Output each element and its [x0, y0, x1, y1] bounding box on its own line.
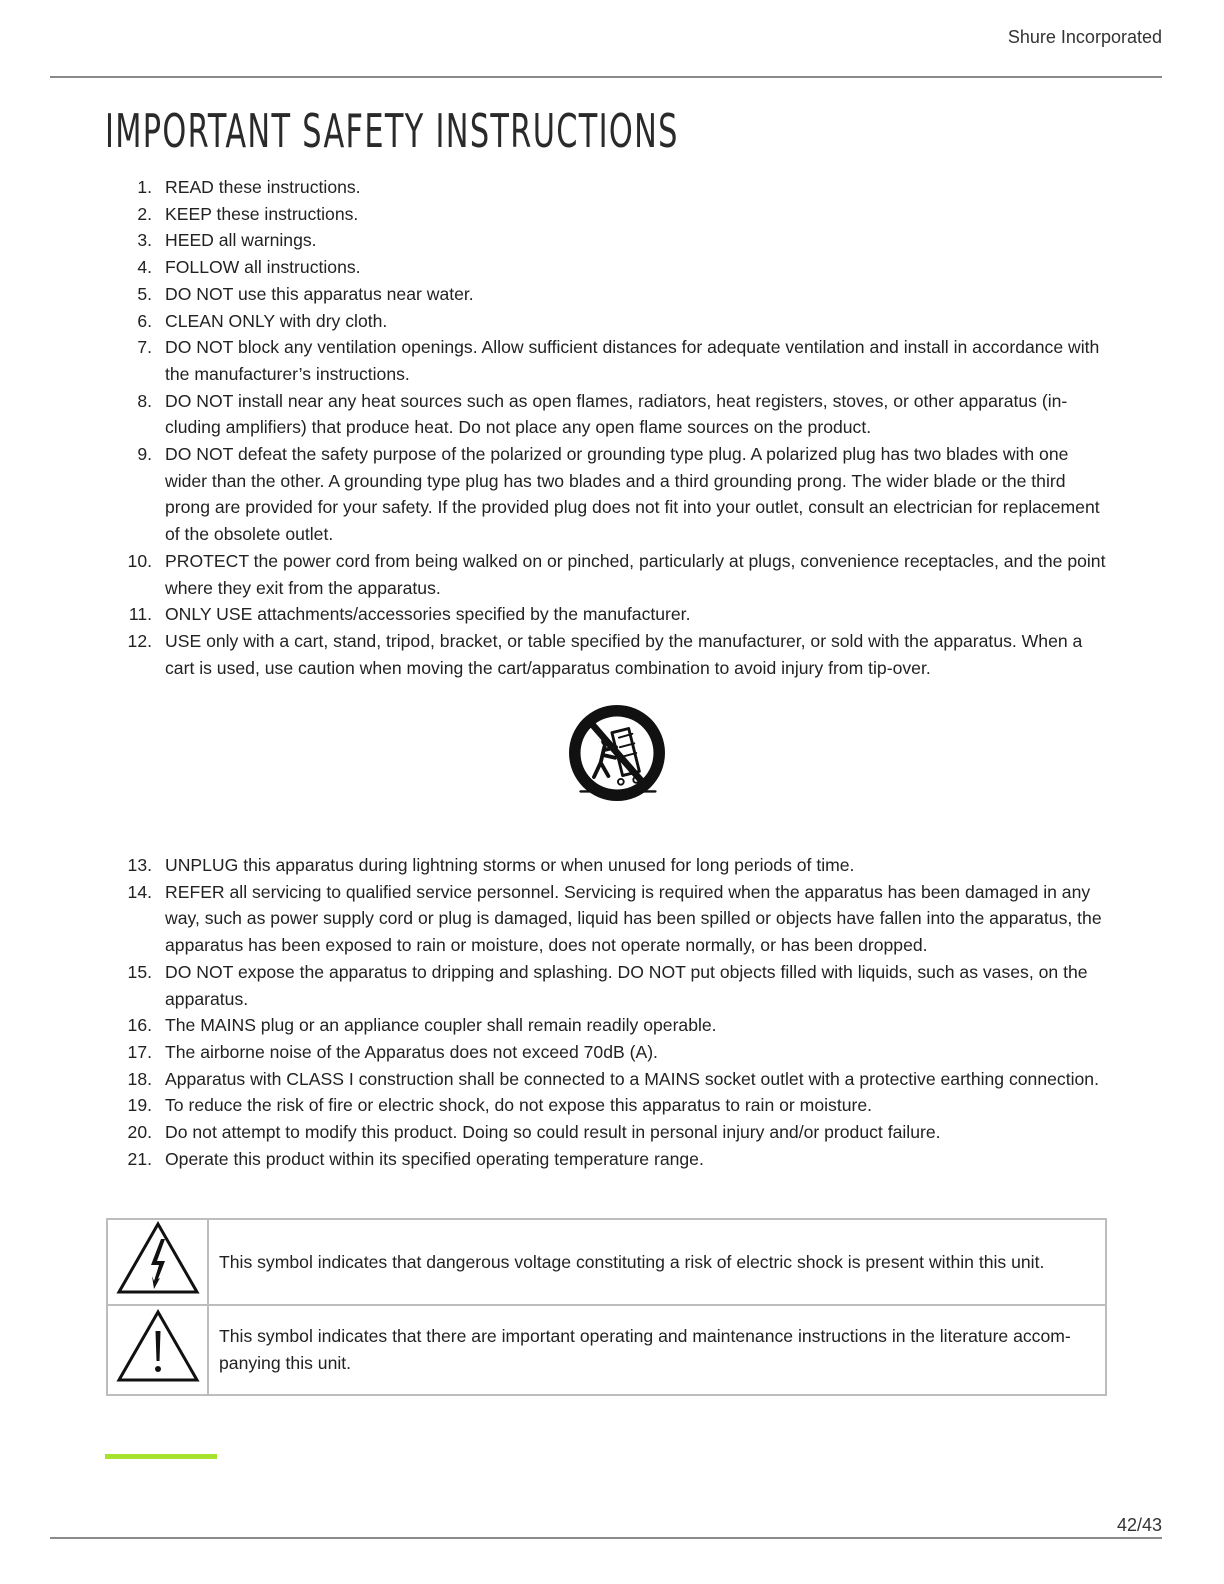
item-text: DO NOT defeat the safety purpose of the polarized or grounding type plug. A polarized plug has two blades with one wider than the other. A grounding type plug has two blades and a third grounding prong. The wider blade or the third prong are provided for your safety. If the provided plug does not fit into your outlet, consult an electrician for replacement of the obsolete outlet.	[165, 444, 1100, 545]
item-text: HEED all warnings.	[165, 230, 317, 251]
item-text: Operate this product within its specified operating temperature range.	[165, 1148, 704, 1169]
item-text: PROTECT the power cord from being walked on or pinched, particularly at plugs, convenience receptacles, and the point where they exit from the apparatus.	[165, 550, 1106, 598]
list-item	[0, 1012, 1110, 1039]
item-number: 9.	[137, 444, 152, 465]
list-item	[0, 1066, 1110, 1093]
list-item	[0, 441, 1110, 548]
item-number: 14.	[127, 881, 152, 902]
item-number: 2.	[137, 203, 152, 224]
page-number: 42/43	[1116, 1515, 1162, 1535]
list-item	[0, 201, 1110, 228]
item-number: 10.	[127, 550, 152, 571]
instruction-list-continued	[0, 852, 1110, 1172]
list-item	[0, 308, 1110, 335]
accent-bar	[105, 1454, 217, 1459]
list-item	[0, 1092, 1110, 1119]
item-text: REFER all servicing to qualified service personnel. Servicing is required when the apparatus has been damaged in any way, such as power supply cord or plug is damaged, liquid has been spilled or objects have fallen into the apparatus, the apparatus has been exposed to rain or moisture, does not operate normally, or has been dropped.	[165, 881, 1102, 956]
item-text: READ these instructions.	[165, 177, 361, 197]
item-number: 4.	[137, 257, 152, 278]
list-item	[0, 959, 1110, 1012]
list-item	[0, 281, 1110, 308]
list-item	[0, 334, 1110, 387]
item-text: DO NOT expose the apparatus to dripping and splashing. DO NOT put objects filled with liquids, such as vases, on the apparatus.	[165, 961, 1088, 1009]
list-item	[0, 1146, 1110, 1173]
cart-tip-over-warning-icon	[569, 705, 665, 801]
item-number: 15.	[127, 961, 152, 982]
item-text: UNPLUG this apparatus during lightning storms or when unused for long periods of time.	[165, 855, 855, 875]
item-text: KEEP these instructions.	[165, 203, 359, 224]
item-number: 1.	[137, 177, 152, 197]
instruction-list	[0, 174, 1110, 681]
header-divider	[50, 76, 1162, 78]
item-number: 5.	[137, 283, 152, 304]
item-text: Apparatus with CLASS I construction shall be connected to a MAINS socket outlet with a protective earthing connection.	[165, 1068, 1099, 1089]
list-item	[0, 174, 1110, 201]
company-name: Shure Incorporated	[1007, 27, 1162, 47]
electric-shock-warning-icon	[116, 1221, 200, 1295]
item-number: 19.	[127, 1095, 152, 1116]
item-text: The airborne noise of the Apparatus does not exceed 70dB (A).	[165, 1041, 658, 1062]
item-text: ONLY USE attachments/accessories specified by the manufacturer.	[165, 604, 691, 625]
item-number: 12.	[127, 630, 152, 651]
list-item	[0, 227, 1110, 254]
list-item	[0, 852, 1110, 879]
symbol-cell	[107, 1219, 208, 1305]
footer-divider	[50, 1537, 1162, 1539]
list-item	[0, 388, 1110, 441]
item-text: DO NOT install near any heat sources such as open flames, radiators, heat registers, stoves, or other apparatus (including amplifiers) that produce heat. Do not place any open flame sources on the product.	[165, 390, 1068, 438]
list-item	[0, 879, 1110, 959]
list-item	[0, 628, 1110, 681]
symbol-cell	[107, 1305, 208, 1395]
list-item	[0, 548, 1110, 601]
list-item	[0, 254, 1110, 281]
exclamation-warning-icon	[116, 1309, 200, 1383]
item-number: 16.	[127, 1015, 152, 1036]
item-number: 11.	[128, 604, 152, 625]
item-number: 13.	[127, 855, 152, 875]
symbol-description: This symbol indicates that dangerous voltage constituting a risk of electric shock is present within this unit.	[208, 1219, 1106, 1305]
item-number: 18.	[127, 1068, 152, 1089]
item-number: 17.	[127, 1041, 152, 1062]
table-row	[107, 1305, 1106, 1395]
warning-symbols-table	[106, 1218, 1107, 1396]
list-item	[0, 1039, 1110, 1066]
item-number: 3.	[137, 230, 152, 251]
item-number: 21.	[127, 1148, 152, 1169]
item-text: DO NOT use this apparatus near water.	[165, 283, 474, 304]
list-item	[0, 1119, 1110, 1146]
page-title: IMPORTANT SAFETY INSTRUCTIONS	[105, 104, 679, 158]
item-text: FOLLOW all instructions.	[165, 257, 361, 278]
item-number: 20.	[127, 1122, 152, 1143]
item-text: Do not attempt to modify this product. Doing so could result in personal injury and/or product failure.	[165, 1122, 941, 1143]
item-number: 8.	[137, 390, 152, 411]
item-text: CLEAN ONLY with dry cloth.	[165, 310, 388, 331]
item-text: To reduce the risk of fire or electric shock, do not expose this apparatus to rain or moisture.	[165, 1095, 873, 1116]
table-row	[107, 1219, 1106, 1305]
item-text: The MAINS plug or an appliance coupler shall remain readily operable.	[165, 1015, 717, 1036]
item-number: 7.	[137, 337, 152, 358]
symbol-description: This symbol indicates that there are important operating and maintenance instructions in the literature accompanying this unit.	[208, 1305, 1106, 1395]
list-item	[0, 601, 1110, 628]
item-text: DO NOT block any ventilation openings. Allow sufficient distances for adequate ventilation and install in accordance with the manufacturer’s instructions.	[165, 337, 1100, 384]
item-number: 6.	[137, 310, 152, 331]
item-text: USE only with a cart, stand, tripod, bracket, or table specified by the manufacturer, or sold with the apparatus. When a cart is used, use caution when moving the cart/apparatus combination to avoid injury from tip-over.	[165, 630, 1083, 678]
